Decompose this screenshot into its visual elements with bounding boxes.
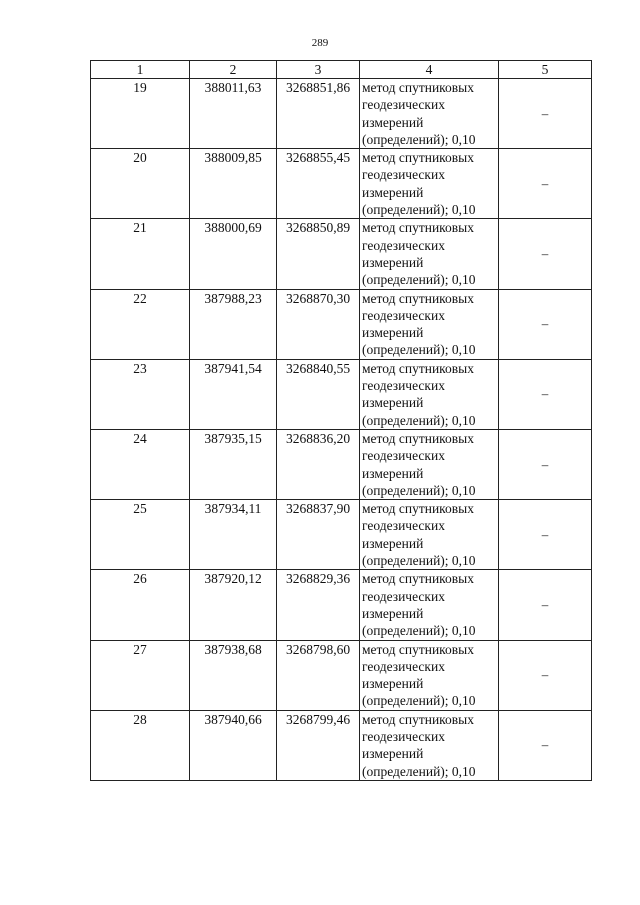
column-5-cell: – (499, 500, 592, 570)
method-text-line: измерений (362, 676, 424, 692)
x-coordinate-cell: 387988,23 (190, 289, 277, 359)
method-text-line: геодезических (362, 97, 445, 113)
point-number-cell: 27 (91, 640, 190, 710)
method-text-line: метод спутниковых (362, 220, 474, 236)
method-cell (360, 640, 499, 710)
method-text-line: геодезических (362, 518, 445, 534)
method-text-line: измерений (362, 395, 424, 411)
method-text-line: геодезических (362, 237, 445, 253)
method-text-line: метод спутниковых (362, 641, 474, 657)
column-5-cell: – (499, 289, 592, 359)
method-text-line: метод спутниковых (362, 360, 474, 376)
table-row (91, 500, 592, 570)
table-row (91, 359, 592, 429)
method-text-line: геодезических (362, 588, 445, 604)
point-number-cell: 22 (91, 289, 190, 359)
y-coordinate-cell: 3268798,60 (277, 640, 360, 710)
method-cell (360, 500, 499, 570)
table-row (91, 710, 592, 780)
method-text-line: измерений (362, 535, 424, 551)
column-header-2: 2 (190, 61, 277, 79)
table-row (91, 219, 592, 289)
x-coordinate-cell: 388011,63 (190, 79, 277, 149)
method-text-line: геодезических (362, 167, 445, 183)
x-coordinate-cell: 388009,85 (190, 149, 277, 219)
method-cell (360, 149, 499, 219)
method-cell (360, 710, 499, 780)
column-5-cell: – (499, 429, 592, 499)
method-text-line: метод спутниковых (362, 150, 474, 166)
point-number-cell: 25 (91, 500, 190, 570)
column-header-4: 4 (360, 61, 499, 79)
coordinates-table (90, 60, 592, 781)
point-number-cell: 28 (91, 710, 190, 780)
method-cell (360, 289, 499, 359)
point-number-cell: 20 (91, 149, 190, 219)
method-text-line: (определений); 0,10 (362, 131, 476, 147)
point-number-cell: 21 (91, 219, 190, 289)
x-coordinate-cell: 387941,54 (190, 359, 277, 429)
x-coordinate-cell: 388000,69 (190, 219, 277, 289)
method-text-line: измерений (362, 746, 424, 762)
x-coordinate-cell: 387920,12 (190, 570, 277, 640)
method-text-line: метод спутниковых (362, 711, 474, 727)
y-coordinate-cell: 3268870,30 (277, 289, 360, 359)
method-text-line: (определений); 0,10 (362, 482, 476, 498)
x-coordinate-cell: 387938,68 (190, 640, 277, 710)
method-text-line: метод спутниковых (362, 571, 474, 587)
method-text-line: (определений); 0,10 (362, 272, 476, 288)
point-number-cell: 24 (91, 429, 190, 499)
x-coordinate-cell: 387934,11 (190, 500, 277, 570)
method-text-line: (определений); 0,10 (362, 693, 476, 709)
method-text-line: измерений (362, 184, 424, 200)
method-text-line: измерений (362, 254, 424, 270)
method-text-line: метод спутниковых (362, 290, 474, 306)
point-number-cell: 23 (91, 359, 190, 429)
method-text-line: метод спутниковых (362, 430, 474, 446)
column-5-cell: – (499, 640, 592, 710)
method-text-line: геодезических (362, 448, 445, 464)
column-5-cell: – (499, 149, 592, 219)
table-row (91, 149, 592, 219)
method-text-line: геодезических (362, 658, 445, 674)
y-coordinate-cell: 3268836,20 (277, 429, 360, 499)
method-text-line: геодезических (362, 728, 445, 744)
method-text-line: (определений); 0,10 (362, 553, 476, 569)
y-coordinate-cell: 3268799,46 (277, 710, 360, 780)
page-number: 289 (311, 37, 329, 49)
table-row (91, 429, 592, 499)
column-header-5: 5 (499, 61, 592, 79)
method-cell (360, 359, 499, 429)
method-text-line: (определений); 0,10 (362, 763, 476, 779)
method-text-line: геодезических (362, 378, 445, 394)
x-coordinate-cell: 387935,15 (190, 429, 277, 499)
table-row (91, 640, 592, 710)
y-coordinate-cell: 3268840,55 (277, 359, 360, 429)
column-5-cell: – (499, 570, 592, 640)
table-row (91, 79, 592, 149)
column-5-cell: – (499, 710, 592, 780)
y-coordinate-cell: 3268851,86 (277, 79, 360, 149)
method-text-line: измерений (362, 605, 424, 621)
method-text-line: измерений (362, 325, 424, 341)
table-row (91, 570, 592, 640)
method-text-line: измерений (362, 114, 424, 130)
method-text-line: геодезических (362, 307, 445, 323)
table-row (91, 289, 592, 359)
y-coordinate-cell: 3268837,90 (277, 500, 360, 570)
column-5-cell: – (499, 219, 592, 289)
method-text-line: измерений (362, 465, 424, 481)
table-header-row (91, 61, 592, 79)
x-coordinate-cell: 387940,66 (190, 710, 277, 780)
method-text-line: (определений); 0,10 (362, 412, 476, 428)
y-coordinate-cell: 3268850,89 (277, 219, 360, 289)
method-cell (360, 79, 499, 149)
column-5-cell: – (499, 79, 592, 149)
method-text-line: (определений); 0,10 (362, 342, 476, 358)
y-coordinate-cell: 3268829,36 (277, 570, 360, 640)
method-cell (360, 570, 499, 640)
y-coordinate-cell: 3268855,45 (277, 149, 360, 219)
column-5-cell: – (499, 359, 592, 429)
method-cell (360, 429, 499, 499)
method-text-line: метод спутниковых (362, 501, 474, 517)
method-text-line: метод спутниковых (362, 80, 474, 95)
method-text-line: (определений); 0,10 (362, 623, 476, 639)
method-text-line: (определений); 0,10 (362, 202, 476, 218)
point-number-cell: 26 (91, 570, 190, 640)
method-cell (360, 219, 499, 289)
point-number-cell: 19 (91, 79, 190, 149)
column-header-3: 3 (277, 61, 360, 79)
column-header-1: 1 (91, 61, 190, 79)
